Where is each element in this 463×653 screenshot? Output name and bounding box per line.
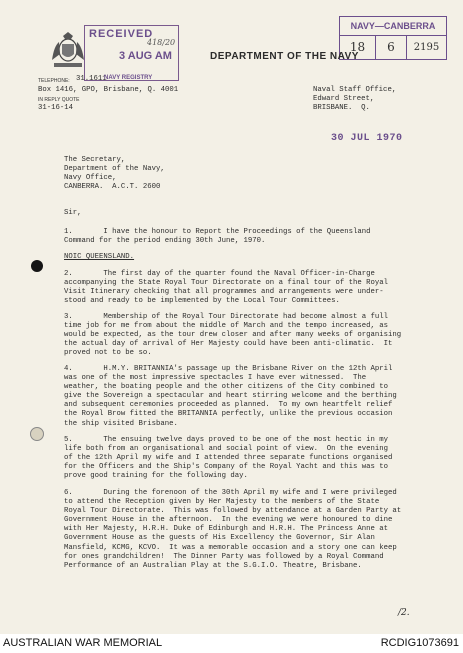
- recipient-line-1: The Secretary,: [64, 156, 126, 164]
- received-date: 3 AUG AM: [119, 50, 172, 62]
- paragraph-4: 4. H.M.Y. BRITANNIA's passage up the Brisbane River on the 12th April was one of the most impressive spectacles I have ever witnessed. The weather, the boating people and the other citizens of the City combined to give the Sovereign a spectacular and heart stirring welcome and the berthing and subsequent ceremonies proceeded as planned. To my own heartfelt relief the Royal Brow fitted the BRITANNIA perfectly, unlike the previous occasion the ship visited Brisbane.: [64, 365, 397, 428]
- office-line-3: BRISBANE. Q.: [313, 104, 370, 112]
- paragraph-3: 3. Membership of the Royal Tour Directorate had become almost a full time job for me from about the middle of March and the tempo increased, as would be expected, as the tour drew closer and after many weeks of organising the actual day of arrival of Her Majesty could have been anti-climatic. It proved not to be so.: [64, 313, 402, 358]
- telephone-number: 31.1611: [76, 75, 107, 83]
- paragraph-6: 6. During the forenoon of the 30th April my wife and I were privileged to attend the Reception given by Her Majesty to the members of the State Royal Tour Directorate. This was followed by attendance at a Garden Party at Government House in the afternoon. In the evening we were honoured to dine with Her Majesty, H.R.H. Duke of Edinburgh and H.R.H. The Princess Anne at Government House as the guests of His Excellency the Governor, Sir Alan Mansfield, KCMG, KCVO. It was a memorable occasion and a story one can keep for ones grandchildren! The Dinner Party was followed by a Royal Command Performance of an Australian Play at the S.G.I.O. Theatre, Brisbane.: [64, 489, 402, 570]
- punch-hole: [31, 260, 43, 272]
- paragraph-1: 1. I have the honour to Report the Proceedings of the Queensland Command for the period ending 30th June, 1970.: [64, 228, 371, 246]
- office-line-2: Edward Street,: [313, 95, 375, 103]
- footer-record-id: RCDIG1073691: [380, 637, 459, 649]
- registry-cell-3: 2195: [413, 42, 440, 53]
- office-line-1: Naval Staff Office,: [313, 86, 397, 94]
- date-stamp: 30 JUL 1970: [331, 133, 403, 144]
- sender-address: Box 1416, GPO, Brisbane, Q. 4001: [38, 86, 179, 94]
- paragraph-5: 5. The ensuing twelve days proved to be one of the most hectic in my life both from an organisational and social point of view. On the evening of the 12th April my wife and I attended three separate functions organised for the Officers and the Ship's Company of the Royal Yacht and this was to prove good training for the following day.: [64, 436, 393, 481]
- archive-footer: [0, 634, 463, 653]
- registry-stamp: NAVY REGISTRY: [104, 75, 153, 81]
- punch-hole: [30, 427, 44, 441]
- registry-cell-2: 6: [376, 36, 407, 59]
- reference-number: 31-16-14: [38, 104, 74, 112]
- telephone-label: TELEPHONE:: [38, 78, 70, 84]
- department-heading: DEPARTMENT OF THE NAVY: [210, 51, 359, 62]
- registry-cell-1: 18: [340, 36, 376, 59]
- received-label: RECEIVED: [89, 28, 154, 40]
- page-number: /2.: [398, 608, 410, 618]
- received-stamp: [84, 25, 179, 81]
- paragraph-2: 2. The first day of the quarter found the Naval Officer-in-Charge accompanying the State Royal Tour Directorate on a final tour of the Royal Visit Itinerary checking that all programmes and arrangements were under- stood and ready to be implemented by the Local Tour Committees.: [64, 270, 389, 306]
- footer-institution: AUSTRALIAN WAR MEMORIAL: [3, 637, 163, 649]
- reply-quote-label: IN REPLY QUOTE: [38, 97, 80, 103]
- section-heading: NOIC QUEENSLAND.: [64, 253, 135, 261]
- recipient-line-4: CANBERRA. A.C.T. 2600: [64, 183, 161, 191]
- recipient-line-3: Navy Office,: [64, 174, 117, 182]
- recipient-line-2: Department of the Navy,: [64, 165, 165, 173]
- handwritten-reference: 418/20: [147, 38, 176, 47]
- registry-box-header: NAVY—CANBERRA: [340, 17, 446, 36]
- salutation: Sir,: [64, 209, 82, 217]
